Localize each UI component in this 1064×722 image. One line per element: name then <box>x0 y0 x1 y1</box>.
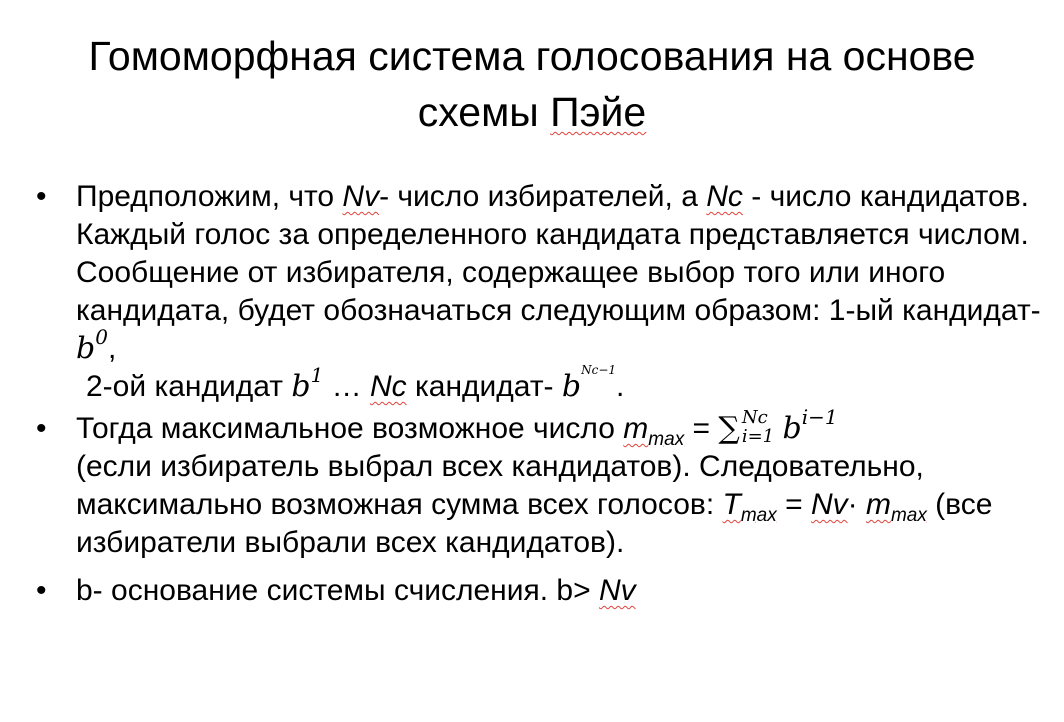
title-line-1: Гомоморфная система голосования на основе <box>88 33 976 79</box>
var-nv: Nv <box>342 180 380 213</box>
math-exponent: Nc−1 <box>581 363 617 377</box>
math-exponent: 0 <box>95 325 108 349</box>
var-m-sub: max <box>890 505 927 526</box>
text-run: - число кандидатов. Каждый голос за определенного кандидата представляется числом. Сообщение от избирателя, содержащее выбор того или иного кандидата, будет обозначаться следующим образом: 1-ый кандидат- <box>76 180 1041 327</box>
text-run: кандидат- <box>406 370 562 403</box>
var-nv: Nv <box>598 574 636 607</box>
text-run: = <box>776 488 811 521</box>
bullet-list <box>36 178 1046 610</box>
math-b: b <box>291 369 311 404</box>
slide-title <box>20 28 1044 140</box>
math-b: b <box>561 369 582 404</box>
bullet-marker: • <box>36 180 47 213</box>
var-nc: Nc <box>369 370 407 403</box>
text-run: · <box>847 488 866 521</box>
var-nc: Nc <box>706 180 743 213</box>
text-run: Тогда максимальное возможное число <box>76 412 624 445</box>
bullet-item-3 <box>36 572 1046 610</box>
bullet-item-1 <box>36 178 1046 406</box>
text-run: (все избиратели выбрали всех кандидатов). <box>76 488 993 559</box>
var-t-base: T <box>722 488 741 521</box>
text-run: (если избиратель выбрал всех кандидатов). Следовательно, максимально возможная сумма всех голосов: <box>76 450 924 521</box>
math-exponent: 1 <box>310 363 324 387</box>
sum-lower: i=1 <box>741 426 775 448</box>
text-run: = <box>684 412 719 445</box>
var-m <box>865 488 927 526</box>
bullet-marker: • <box>36 574 47 607</box>
sum-limits <box>742 408 774 446</box>
title-name: Пэйе <box>550 89 647 135</box>
var-t <box>722 488 777 526</box>
sum-sign: ∑ <box>718 411 740 446</box>
var-nv: Nv <box>810 488 848 521</box>
math-b: b <box>76 331 96 366</box>
var-m-base: m <box>865 488 891 521</box>
text-run: - число избирателей, а <box>379 180 707 213</box>
text-run: , <box>107 332 117 365</box>
title-text: схемы <box>417 89 551 135</box>
text-run: 2-ой кандидат <box>86 370 292 403</box>
sum-upper: Nc <box>741 407 768 429</box>
bullet-marker: • <box>36 412 47 445</box>
text-run: . <box>616 370 625 403</box>
var-m <box>623 412 685 450</box>
text-run: Предположим, что <box>76 180 343 213</box>
var-t-sub: max <box>740 505 777 526</box>
title-line-2 <box>20 84 1044 140</box>
math-b: b <box>782 411 802 446</box>
text-run: b- основание системы счисления. b> <box>76 574 599 607</box>
text-run: … <box>323 370 370 403</box>
math-exponent: i−1 <box>801 405 838 429</box>
var-m-sub: max <box>648 429 685 450</box>
var-m-base: m <box>623 412 649 445</box>
bullet-item-2 <box>36 405 1046 562</box>
